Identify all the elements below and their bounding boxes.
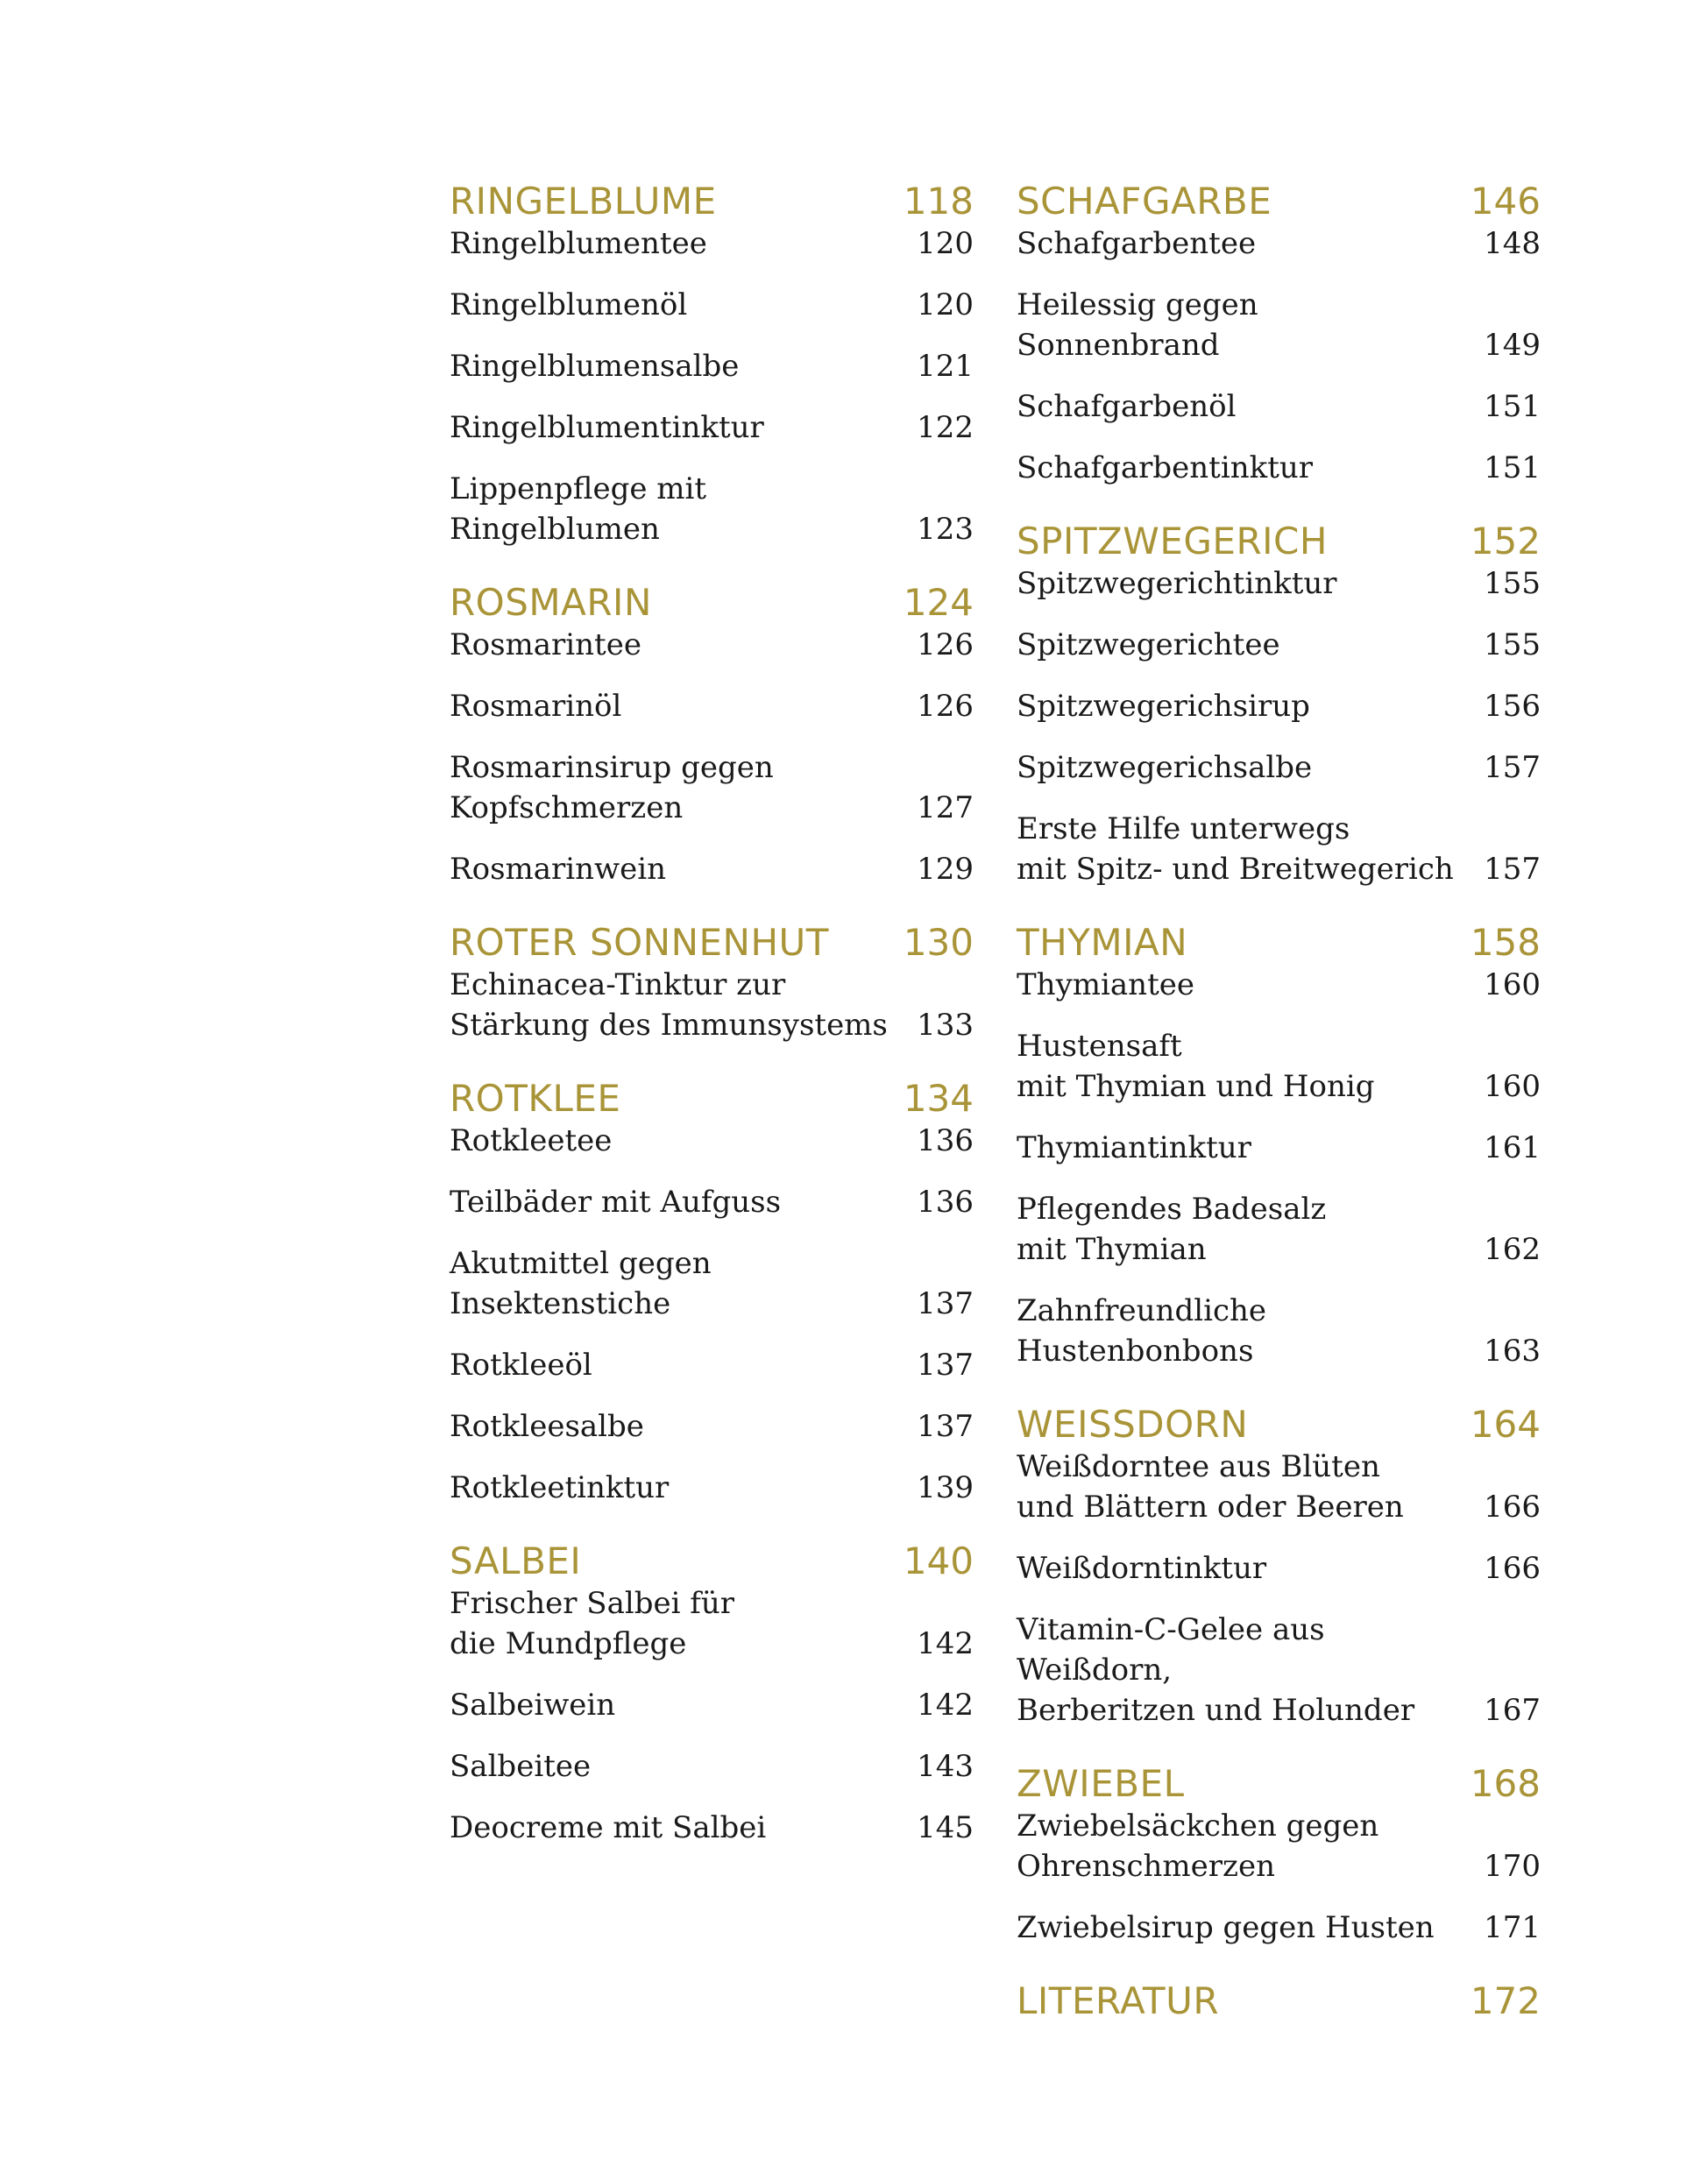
toc-entry[interactable] — [450, 1468, 974, 1508]
entry-page-number: 151 — [1484, 450, 1541, 485]
toc-section-literatur — [1017, 1979, 1541, 2023]
entry-page-number: 127 — [917, 790, 974, 825]
toc-entry[interactable] — [1017, 1548, 1541, 1589]
entry-title — [450, 223, 917, 264]
toc-entry[interactable] — [450, 1345, 974, 1385]
entry-page-number: 160 — [1484, 967, 1541, 1002]
toc-section-schafgarbe — [1017, 180, 1541, 488]
entry-title — [1017, 1806, 1484, 1886]
entry-title — [450, 849, 917, 889]
toc-entry[interactable] — [450, 223, 974, 264]
entry-title-line: Hustenbonbons — [1017, 1334, 1254, 1369]
entry-title-line: Ringelblumentinktur — [450, 410, 764, 445]
entry-list — [450, 1121, 974, 1508]
entry-title — [450, 285, 917, 325]
entry-title — [1017, 965, 1484, 1005]
section-heading[interactable] — [1017, 180, 1541, 223]
entry-list — [1017, 563, 1541, 889]
toc-entry[interactable] — [1017, 1189, 1541, 1270]
toc-section-zwiebel — [1017, 1762, 1541, 1948]
entry-title-line: mit Thymian — [1017, 1232, 1207, 1267]
section-heading[interactable] — [1017, 921, 1541, 965]
entry-title-line: Teilbäder mit Aufguss — [450, 1185, 782, 1220]
entry-title — [1017, 1128, 1484, 1168]
entry-list — [450, 1583, 974, 1848]
entry-page-number: 166 — [1484, 1551, 1541, 1586]
section-title: LITERATUR — [1017, 1979, 1220, 2022]
entry-page-number: 162 — [1484, 1232, 1541, 1267]
entry-title-line: Stärkung des Immunsystems — [450, 1008, 888, 1043]
toc-entry[interactable] — [1017, 965, 1541, 1005]
entry-page-number: 157 — [1484, 852, 1541, 887]
toc-entry[interactable] — [450, 1808, 974, 1848]
entry-title — [450, 346, 917, 386]
entry-title-line: Rotkleesalbe — [450, 1409, 644, 1444]
toc-entry[interactable] — [1017, 223, 1541, 264]
toc-section-spitzwegerich — [1017, 520, 1541, 889]
entry-title-line: Schafgarbentinktur — [1017, 450, 1314, 485]
entry-title-line: Deocreme mit Salbei — [450, 1810, 767, 1845]
entry-title — [450, 625, 917, 665]
section-page-number: 158 — [1470, 921, 1541, 964]
entry-list — [450, 223, 974, 549]
entry-title-line: mit Thymian und Honig — [1017, 1069, 1375, 1104]
entry-title — [450, 1808, 917, 1848]
section-page-number: 152 — [1470, 520, 1541, 563]
section-page-number: 140 — [903, 1540, 974, 1582]
entry-title-line: Schafgarbentee — [1017, 226, 1257, 261]
entry-title-line: Echinacea-Tinktur zur — [450, 967, 786, 1002]
entry-title-line: und Blättern oder Beeren — [1017, 1490, 1404, 1525]
entry-title-line: Spitzwegerichsirup — [1017, 689, 1310, 724]
toc-entry[interactable] — [1017, 686, 1541, 726]
toc-entry[interactable] — [450, 686, 974, 726]
entry-page-number: 126 — [917, 627, 974, 662]
toc-entry[interactable] — [1017, 448, 1541, 488]
entry-title-line: Rosmarintee — [450, 627, 641, 662]
section-page-number: 124 — [903, 581, 974, 624]
entry-page-number: 143 — [917, 1749, 974, 1784]
entry-title — [1017, 1610, 1484, 1731]
section-page-number: 146 — [1470, 180, 1541, 223]
entry-page-number: 167 — [1484, 1693, 1541, 1728]
section-page-number: 118 — [903, 180, 974, 223]
toc-section-thymian — [1017, 921, 1541, 1371]
entry-page-number: 160 — [1484, 1069, 1541, 1104]
entry-title — [450, 1685, 917, 1725]
toc-section-rosmarin — [450, 581, 974, 889]
entry-list — [450, 625, 974, 889]
entry-title — [1017, 223, 1484, 264]
toc-entry[interactable] — [1017, 1610, 1541, 1731]
entry-title-line: Ringelblumentee — [450, 226, 707, 261]
toc-column-right — [1017, 180, 1541, 2055]
entry-title — [1017, 1291, 1484, 1371]
entry-title — [1017, 686, 1484, 726]
entry-title — [1017, 285, 1484, 365]
toc-entry[interactable] — [1017, 747, 1541, 788]
entry-page-number: 139 — [917, 1470, 974, 1505]
entry-list — [450, 965, 974, 1045]
entry-title — [1017, 563, 1484, 604]
entry-page-number: 166 — [1484, 1490, 1541, 1525]
entry-title-line: Frischer Salbei für — [450, 1586, 735, 1621]
toc-entry[interactable] — [1017, 1291, 1541, 1371]
section-title: SCHAFGARBE — [1017, 180, 1272, 223]
entry-page-number: 126 — [917, 689, 974, 724]
entry-list — [1017, 1806, 1541, 1948]
entry-title-line: Hustensaft — [1017, 1029, 1182, 1064]
entry-page-number: 142 — [917, 1688, 974, 1723]
entry-title — [1017, 625, 1484, 665]
entry-title — [1017, 448, 1484, 488]
entry-title-line: Zahnfreundliche — [1017, 1293, 1267, 1328]
entry-title — [450, 1583, 917, 1664]
section-title: THYMIAN — [1017, 921, 1188, 964]
entry-title-line: Spitzwegerichtee — [1017, 627, 1280, 662]
entry-title-line: Rosmarinwein — [450, 852, 667, 887]
entry-page-number: 149 — [1484, 328, 1541, 363]
entry-title-line: Zwiebelsirup gegen Husten — [1017, 1910, 1435, 1945]
toc-entry[interactable] — [1017, 625, 1541, 665]
entry-page-number: 142 — [917, 1626, 974, 1661]
entry-title — [1017, 1548, 1484, 1589]
entry-title-line: Salbeiwein — [450, 1688, 616, 1723]
toc-entry[interactable] — [450, 469, 974, 549]
entry-page-number: 129 — [917, 852, 974, 887]
entry-page-number: 120 — [917, 287, 974, 322]
section-title: RINGELBLUME — [450, 180, 717, 223]
entry-title-line: Thymiantee — [1017, 967, 1194, 1002]
entry-title — [450, 1182, 917, 1222]
entry-title-line: Ringelblumen — [450, 512, 660, 547]
section-heading[interactable] — [1017, 1979, 1541, 2023]
entry-title — [450, 469, 917, 549]
entry-title — [1017, 1026, 1484, 1107]
section-title: ROTKLEE — [450, 1077, 621, 1120]
entry-title-line: Spitzwegerichsalbe — [1017, 750, 1313, 785]
entry-page-number: 133 — [917, 1008, 974, 1043]
toc-section-weissdorn — [1017, 1403, 1541, 1731]
entry-title-line: Thymiantinktur — [1017, 1130, 1251, 1165]
toc-entry[interactable] — [450, 1406, 974, 1447]
entry-page-number: 136 — [917, 1185, 974, 1220]
toc-entry[interactable] — [450, 1243, 974, 1324]
section-page-number: 130 — [903, 921, 974, 964]
section-title: ROTER SONNENHUT — [450, 921, 829, 964]
toc-entry[interactable] — [1017, 1908, 1541, 1948]
section-title: ZWIEBEL — [1017, 1762, 1185, 1805]
toc-entry[interactable] — [1017, 1128, 1541, 1168]
toc-entry[interactable] — [1017, 285, 1541, 365]
entry-title — [450, 1406, 917, 1447]
entry-title-line: Salbeitee — [450, 1749, 592, 1784]
entry-title — [1017, 747, 1484, 788]
entry-page-number: 157 — [1484, 750, 1541, 785]
entry-title-line: Berberitzen und Holunder — [1017, 1693, 1415, 1728]
entry-title-line: Rotkleeöl — [450, 1348, 592, 1383]
entry-page-number: 163 — [1484, 1334, 1541, 1369]
section-heading[interactable] — [450, 921, 974, 965]
entry-title-line: Weißdorntee aus Blüten — [1017, 1449, 1380, 1484]
entry-page-number: 161 — [1484, 1130, 1541, 1165]
toc-section-ringelblume — [450, 180, 974, 549]
toc-entry[interactable] — [450, 747, 974, 828]
toc-entry[interactable] — [450, 346, 974, 386]
entry-title — [450, 686, 917, 726]
section-heading[interactable] — [450, 581, 974, 625]
entry-title-line: Schafgarbenöl — [1017, 389, 1237, 424]
entry-title-line: Weißdorntinktur — [1017, 1551, 1267, 1586]
entry-page-number: 123 — [917, 512, 974, 547]
entry-title — [450, 965, 917, 1045]
section-page-number: 168 — [1470, 1762, 1541, 1805]
section-title: ROSMARIN — [450, 581, 652, 624]
entry-title — [1017, 1189, 1484, 1270]
section-title: WEISSDORN — [1017, 1403, 1249, 1446]
toc-entry[interactable] — [450, 849, 974, 889]
toc-entry[interactable] — [1017, 1447, 1541, 1527]
section-heading[interactable] — [450, 180, 974, 223]
entry-title-line: Ringelblumensalbe — [450, 349, 740, 384]
entry-title-line: Spitzwegerichtinktur — [1017, 566, 1337, 601]
section-page-number: 172 — [1470, 1979, 1541, 2022]
entry-list — [1017, 965, 1541, 1371]
entry-page-number: 121 — [917, 349, 974, 384]
toc-section-rotklee — [450, 1077, 974, 1508]
entry-page-number: 137 — [917, 1286, 974, 1321]
section-heading[interactable] — [450, 1077, 974, 1121]
toc-entry[interactable] — [1017, 386, 1541, 427]
entry-title-line: Vitamin-C-Gelee aus Weißdorn, — [1017, 1612, 1325, 1688]
entry-title-line: Ohrenschmerzen — [1017, 1849, 1275, 1884]
entry-title — [450, 1121, 917, 1161]
entry-page-number: 170 — [1484, 1849, 1541, 1884]
section-title: SALBEI — [450, 1540, 582, 1582]
entry-title-line: Rosmarinsirup gegen — [450, 750, 774, 785]
entry-title-line: Pflegendes Badesalz — [1017, 1192, 1327, 1227]
entry-title — [1017, 1447, 1484, 1527]
entry-page-number: 148 — [1484, 226, 1541, 261]
entry-title-line: Lippenpflege mit — [450, 471, 707, 506]
toc-entry[interactable] — [450, 1583, 974, 1664]
entry-title-line: Erste Hilfe unterwegs — [1017, 811, 1350, 846]
toc-entry[interactable] — [450, 625, 974, 665]
toc-entry[interactable] — [1017, 809, 1541, 889]
entry-title — [1017, 386, 1484, 427]
toc-entry[interactable] — [1017, 563, 1541, 604]
entry-title — [450, 1345, 917, 1385]
entry-page-number: 136 — [917, 1123, 974, 1158]
toc-entry[interactable] — [450, 1182, 974, 1222]
entry-list — [1017, 223, 1541, 488]
toc-entry[interactable] — [450, 285, 974, 325]
toc-column-left — [450, 180, 974, 1879]
entry-title — [1017, 1908, 1484, 1948]
entry-title-line: Zwiebelsäckchen gegen — [1017, 1808, 1379, 1844]
entry-page-number: 137 — [917, 1409, 974, 1444]
toc-entry[interactable] — [1017, 1806, 1541, 1886]
entry-title — [450, 407, 917, 448]
section-heading[interactable] — [1017, 520, 1541, 563]
entry-page-number: 145 — [917, 1810, 974, 1845]
entry-list — [1017, 1447, 1541, 1731]
toc-section-roter-sonnenhut — [450, 921, 974, 1045]
toc-entry[interactable] — [450, 1746, 974, 1787]
entry-title-line: mit Spitz- und Breitwegerich — [1017, 852, 1454, 887]
toc-entry[interactable] — [450, 1685, 974, 1725]
entry-page-number: 155 — [1484, 627, 1541, 662]
entry-title-line: Ringelblumenöl — [450, 287, 688, 322]
section-heading[interactable] — [450, 1540, 974, 1583]
toc-section-salbei — [450, 1540, 974, 1848]
entry-page-number: 122 — [917, 410, 974, 445]
entry-page-number: 120 — [917, 226, 974, 261]
entry-page-number: 151 — [1484, 389, 1541, 424]
entry-title — [450, 747, 917, 828]
toc-entry[interactable] — [450, 407, 974, 448]
toc-entry[interactable] — [450, 1121, 974, 1161]
section-heading[interactable] — [1017, 1762, 1541, 1806]
section-page-number: 164 — [1470, 1403, 1541, 1446]
entry-page-number: 137 — [917, 1348, 974, 1383]
toc-entry[interactable] — [1017, 1026, 1541, 1107]
entry-page-number: 156 — [1484, 689, 1541, 724]
entry-title-line: Heilessig gegen Sonnenbrand — [1017, 287, 1258, 363]
entry-title-line: Kopfschmerzen — [450, 790, 684, 825]
section-title: SPITZWEGERICH — [1017, 520, 1328, 563]
entry-title-line: die Mundpflege — [450, 1626, 687, 1661]
entry-title-line: Rotkleetee — [450, 1123, 613, 1158]
entry-title — [450, 1468, 917, 1508]
section-page-number: 134 — [903, 1077, 974, 1120]
entry-title-line: Rosmarinöl — [450, 689, 622, 724]
entry-title — [450, 1243, 917, 1324]
entry-title — [450, 1746, 917, 1787]
entry-page-number: 171 — [1484, 1910, 1541, 1945]
entry-title-line: Insektenstiche — [450, 1286, 671, 1321]
entry-title — [1017, 809, 1484, 889]
entry-title-line: Rotkleetinktur — [450, 1470, 670, 1505]
entry-page-number: 155 — [1484, 566, 1541, 601]
entry-title-line: Akutmittel gegen — [450, 1246, 712, 1281]
section-heading[interactable] — [1017, 1403, 1541, 1447]
toc-entry[interactable] — [450, 965, 974, 1045]
